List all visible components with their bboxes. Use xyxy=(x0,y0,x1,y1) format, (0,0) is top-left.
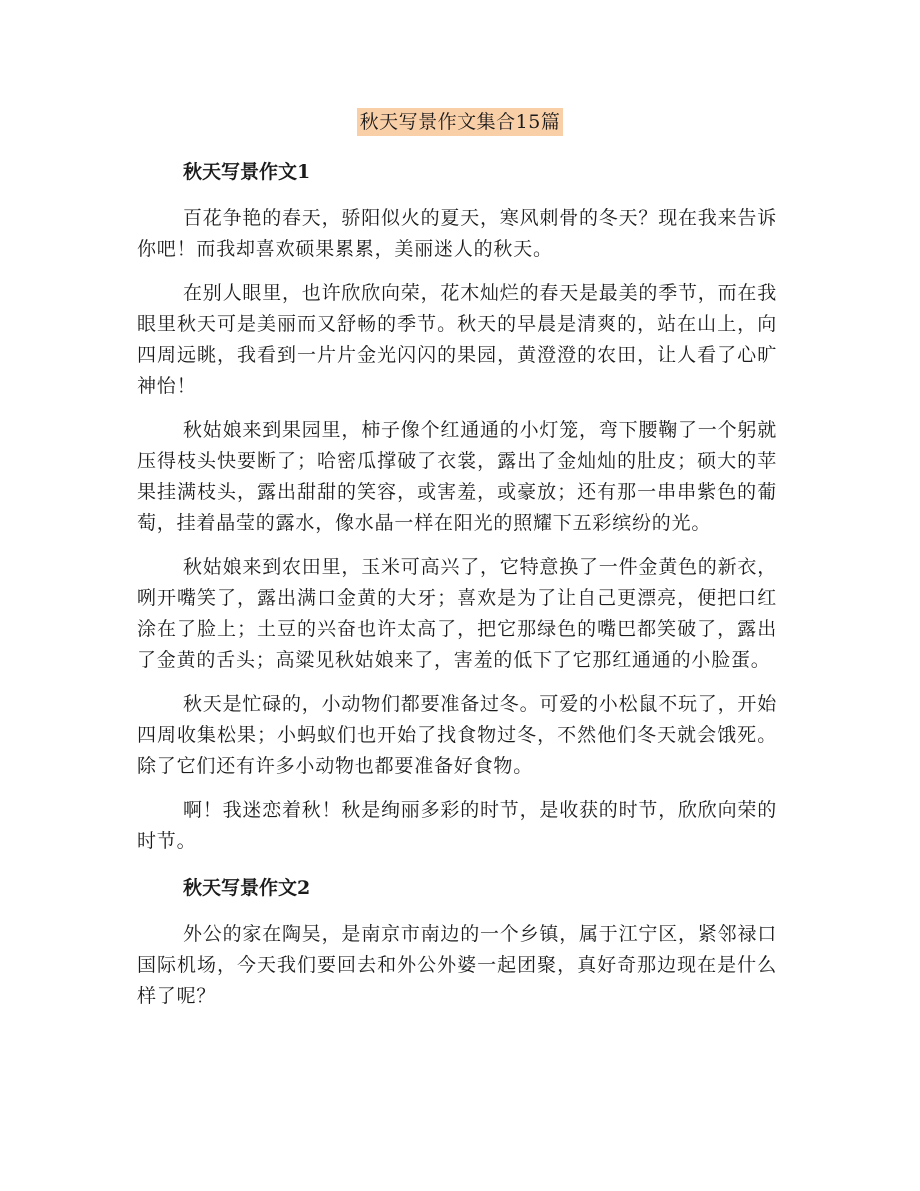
section-heading-2: 秋天写景作文2 xyxy=(183,877,311,899)
paragraph: 百花争艳的春天，骄阳似火的夏天，寒风刺骨的冬天？现在我来告诉你吧！而我却喜欢硕果累累，美丽迷人的秋天。 xyxy=(137,207,778,260)
paragraph: 秋姑娘来到果园里，柿子像个红通通的小灯笼，弯下腰鞠了一个躬就压得枝头快要断了；哈密瓜撑破了衣裳，露出了金灿灿的肚皮；硕大的苹果挂满枝头，露出甜甜的笑容，或害羞，或豪放；还有那一串串紫色的葡萄，挂着晶莹的露水，像水晶一样在阳光的照耀下五彩缤纷的光。 xyxy=(137,419,778,534)
section-heading-1: 秋天写景作文1 xyxy=(183,161,311,183)
paragraph: 啊！我迷恋着秋！秋是绚丽多彩的时节，是收获的时节，欣欣向荣的时节。 xyxy=(137,799,778,852)
paragraph: 秋姑娘来到农田里，玉米可高兴了，它特意换了一件金黄色的新衣，咧开嘴笑了，露出满口金黄的大牙；喜欢是为了让自己更漂亮，便把口红涂在了脸上；土豆的兴奋也许太高了，把它那绿色的嘴巴都笑破了，露出了金黄的舌头；高粱见秋姑娘来了，害羞的低下了它那红通通的小脸蛋。 xyxy=(137,556,778,671)
document-body xyxy=(137,157,777,1025)
document-title: 秋天写景作文集合15篇 xyxy=(357,108,564,136)
title-container xyxy=(0,108,920,136)
paragraph: 秋天是忙碌的，小动物们都要准备过冬。可爱的小松鼠不玩了，开始四周收集松果；小蚂蚁们也开始了找食物过冬，不然他们冬天就会饿死。除了它们还有许多小动物也都要准备好食物。 xyxy=(137,693,778,777)
paragraph: 外公的家在陶吴，是南京市南边的一个乡镇，属于江宁区，紧邻禄口国际机场，今天我们要回去和外公外婆一起团聚，真好奇那边现在是什么样了呢？ xyxy=(137,923,778,1007)
paragraph: 在别人眼里，也许欣欣向荣，花木灿烂的春天是最美的季节，而在我眼里秋天可是美丽而又舒畅的季节。秋天的早晨是清爽的，站在山上，向四周远眺，我看到一片片金光闪闪的果园，黄澄澄的农田，让人看了心旷神怡！ xyxy=(137,282,778,397)
